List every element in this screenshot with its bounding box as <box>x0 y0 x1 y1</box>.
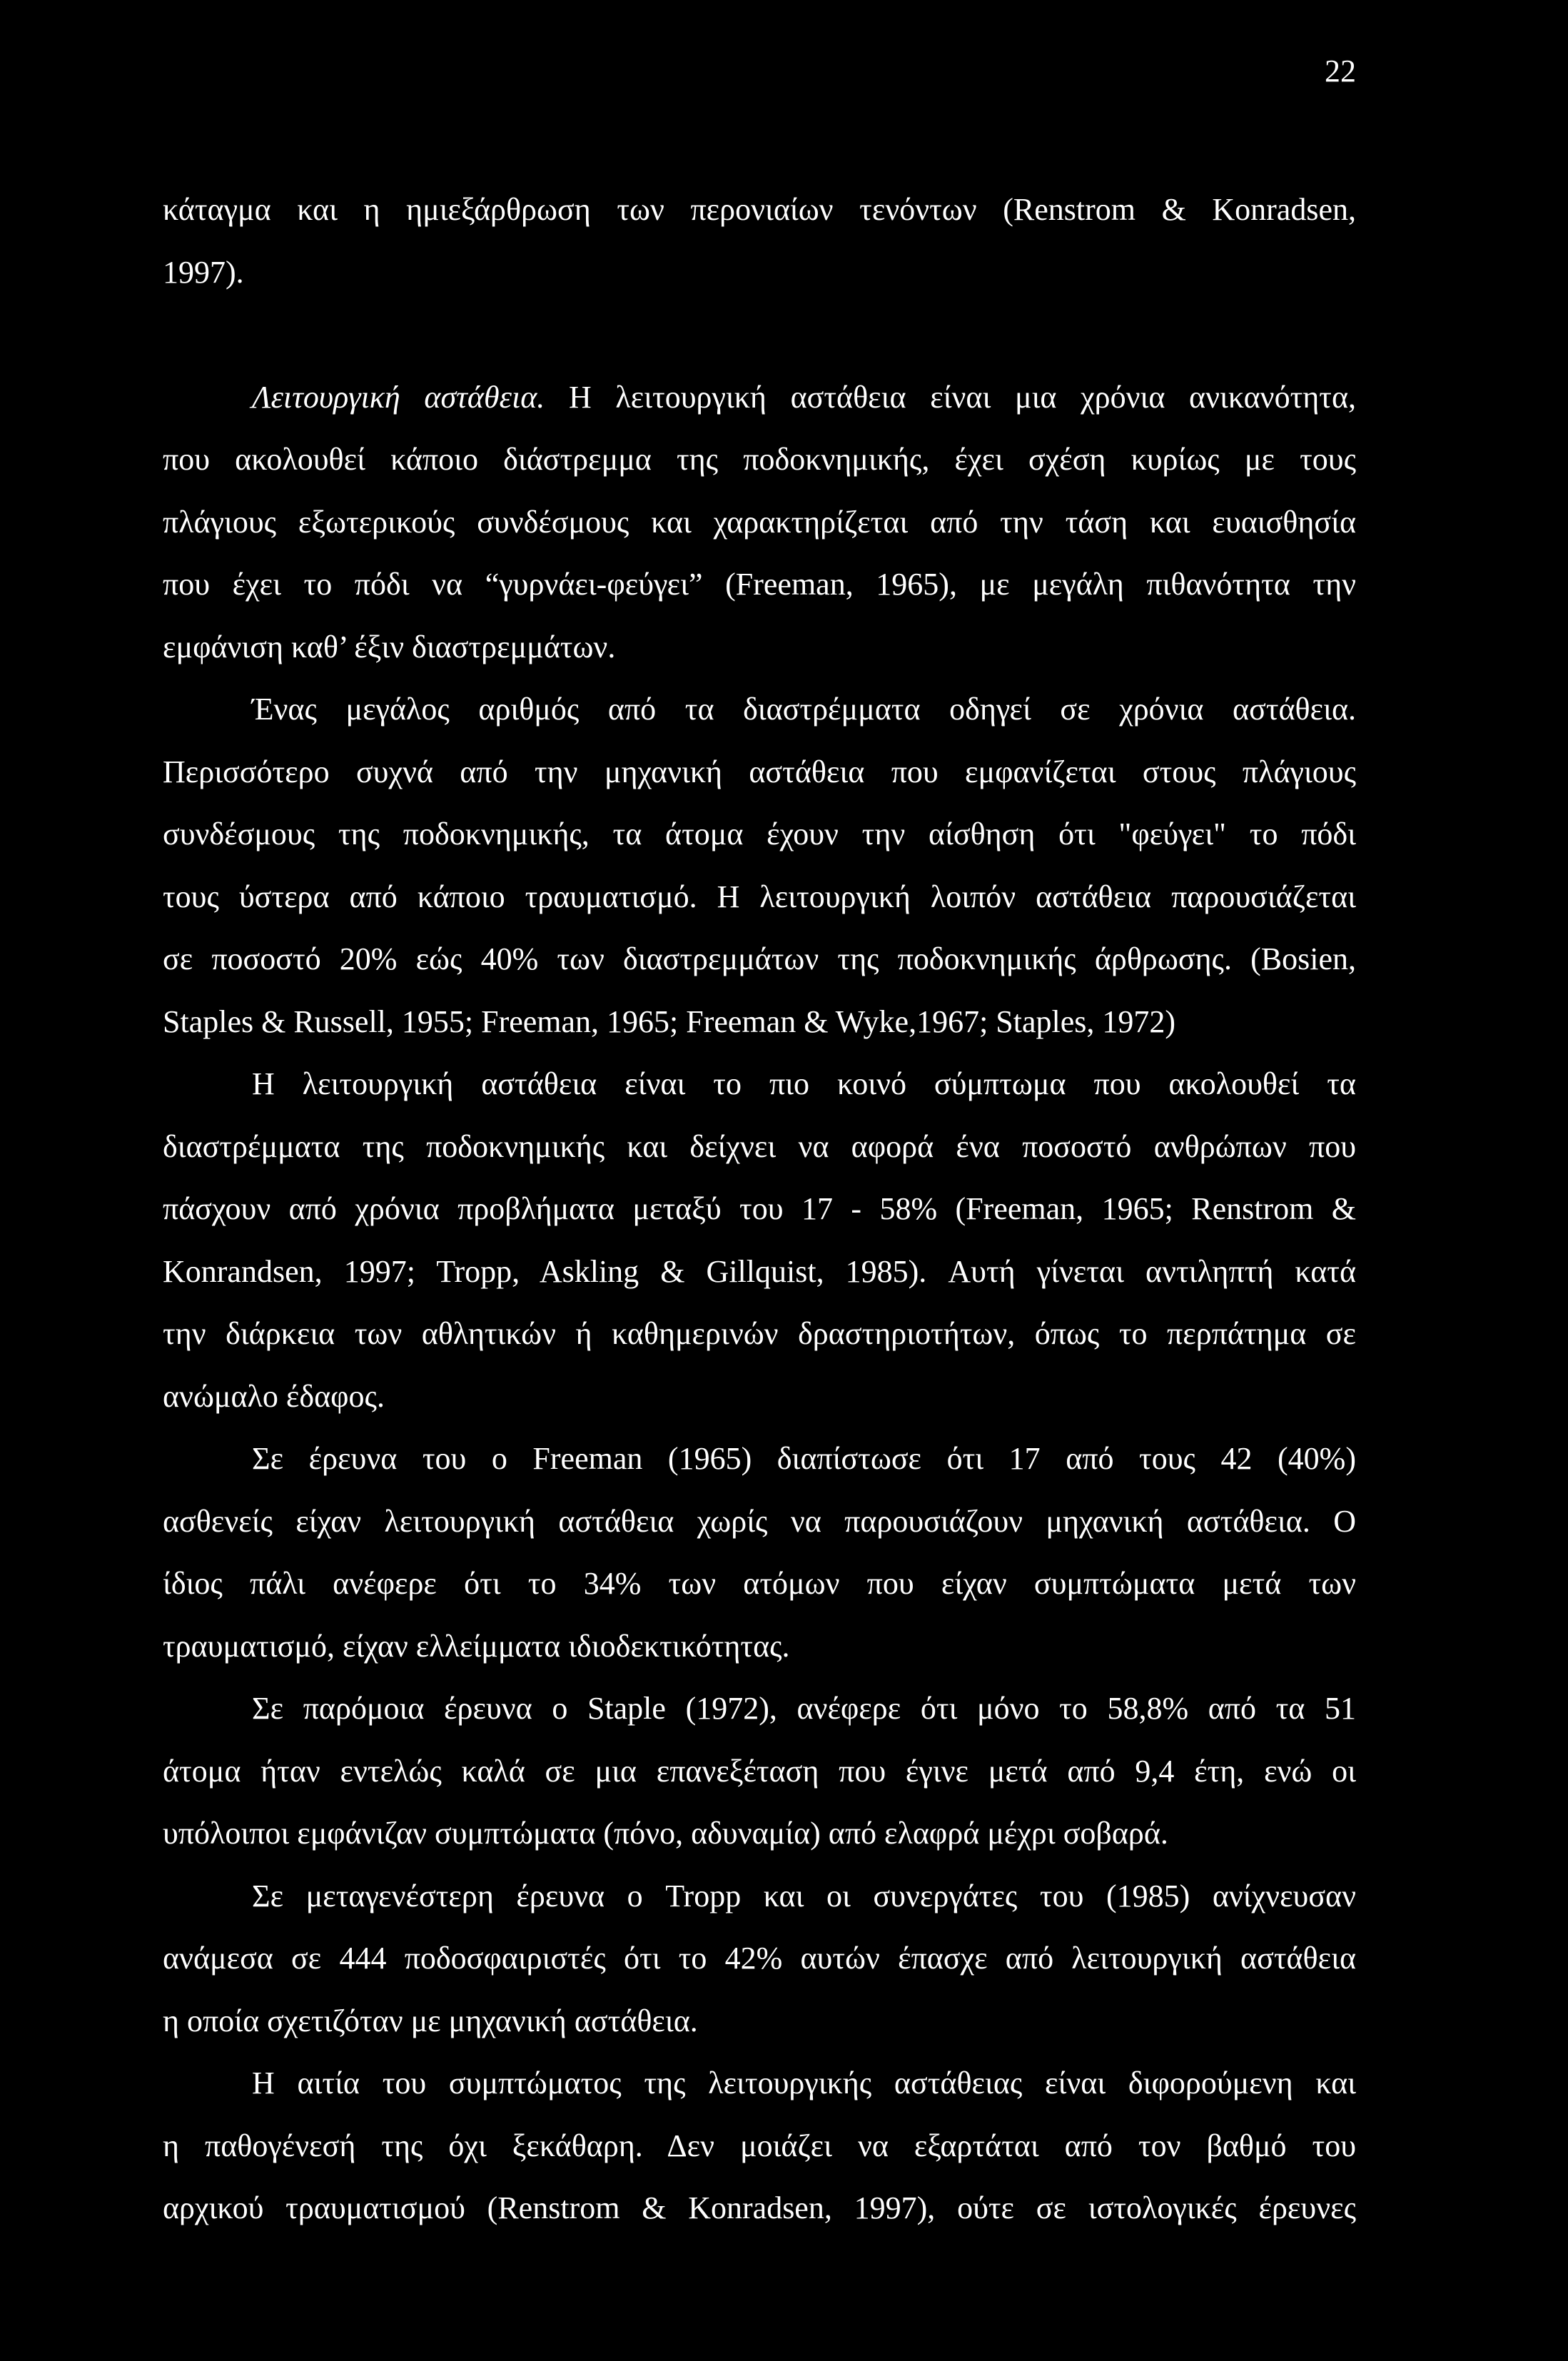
text-line: η παθογένεσή της όχι ξεκάθαρη. Δεν μοιάζει να εξαρτάται από τον βαθμό του <box>163 2128 1356 2163</box>
text-line: Konrandsen, 1997; Tropp, Askling & Gillquist, 1985). Αυτή γίνεται αντιληπτή κατά <box>163 1253 1356 1289</box>
text-line: Σε έρευνα του ο Freeman (1965) διαπίστωσε ότι 17 από τους 42 (40%) <box>252 1441 1356 1476</box>
text-line: σε ποσοστό 20% εώς 40% των διαστρεμμάτων της ποδοκνημικής άρθρωσης. (Bosien, <box>163 941 1356 976</box>
text-line: την διάρκεια των αθλητικών ή καθημερινών δραστηριοτήτων, όπως το περπάτημα σε <box>163 1316 1356 1351</box>
page-number: 22 <box>1325 54 1356 89</box>
text-line: τους ύστερα από κάποιο τραυματισμό. Η λειτουργική λοιπόν αστάθεια παρουσιάζεται <box>163 879 1356 914</box>
text-line: Περισσότερο συχνά από την μηχανική αστάθεια που εμφανίζεται στους πλάγιους <box>163 754 1356 789</box>
text-line: υπόλοιποι εμφάνιζαν συμπτώματα (πόνο, αδυναμία) από ελαφρά μέχρι σοβαρά. <box>163 1816 1168 1851</box>
text-line <box>163 366 1356 429</box>
text-line: τραυματισμό, είχαν ελλείμματα ιδιοδεκτικότητας. <box>163 1628 790 1664</box>
text-line: κάταγμα και η ημιεξάρθρωση των περονιαίων τενόντων (Renstrom & Konradsen, <box>163 192 1356 227</box>
text-line: 1997). <box>163 254 244 290</box>
text-fragment: Η λειτουργική αστάθεια είναι μια χρόνια ανικανότητα, <box>545 379 1356 415</box>
paragraph-spacer <box>163 303 1356 366</box>
text-line: η οποία σχετιζόταν με μηχανική αστάθεια. <box>163 2003 698 2038</box>
text-line: ασθενείς είχαν λειτουργική αστάθεια χωρίς να παρουσιάζουν μηχανική αστάθεια. Ο <box>163 1503 1356 1539</box>
text-line: άτομα ήταν εντελώς καλά σε μια επανεξέταση που έγινε μετά από 9,4 έτη, ενώ οι <box>163 1753 1356 1789</box>
text-line: πλάγιους εξωτερικούς συνδέσμους και χαρακτηρίζεται από την τάση και ευαισθησία <box>163 504 1356 540</box>
section-heading: Λειτουργική αστάθεια. <box>252 379 545 415</box>
text-line: Η λειτουργική αστάθεια είναι το πιο κοινό σύμπτωμα που ακολουθεί τα <box>252 1066 1356 1101</box>
text-line: πάσχουν από χρόνια προβλήματα μεταξύ του 17 - 58% (Freeman, 1965; Renstrom & <box>163 1191 1356 1226</box>
text-line: ανάμεσα σε 444 ποδοσφαιριστές ότι το 42% αυτών έπασχε από λειτουργική αστάθεια <box>163 1941 1356 1976</box>
body-text <box>163 178 1356 2240</box>
text-line: ίδιος πάλι ανέφερε ότι το 34% των ατόμων που είχαν συμπτώματα μετά των <box>163 1566 1356 1601</box>
text-line: που έχει το πόδι να “γυρνάει-φεύγει” (Freeman, 1965), με μεγάλη πιθανότητα την <box>163 567 1356 602</box>
text-line: Σε παρόμοια έρευνα ο Staple (1972), ανέφερε ότι μόνο το 58,8% από τα 51 <box>252 1691 1356 1726</box>
text-line: ανώμαλο έδαφος. <box>163 1378 385 1414</box>
text-line: διαστρέμματα της ποδοκνημικής και δείχνει να αφορά ένα ποσοστό ανθρώπων που <box>163 1128 1356 1164</box>
text-line: Η αιτία του συμπτώματος της λειτουργικής αστάθειας είναι διφορούμενη και <box>252 2066 1356 2100</box>
text-line: αρχικού τραυματισμού (Renstrom & Konradsen, 1997), ούτε σε ιστολογικές έρευνες <box>163 2190 1356 2225</box>
text-line: Σε μεταγενέστερη έρευνα ο Tropp και οι συνεργάτες του (1985) ανίχνευσαν <box>252 1878 1356 1913</box>
text-line: που ακολουθεί κάποιο διάστρεμμα της ποδοκνημικής, έχει σχέση κυρίως με τους <box>163 442 1356 477</box>
text-line: Staples & Russell, 1955; Freeman, 1965; Freeman & Wyke,1967; Staples, 1972) <box>163 1003 1176 1039</box>
text-line: Ένας μεγάλος αριθμός από τα διαστρέμματα οδηγεί σε χρόνια αστάθεια. <box>252 692 1356 727</box>
text-line: συνδέσμους της ποδοκνημικής, τα άτομα έχουν την αίσθηση ότι "φεύγει" το πόδι <box>163 817 1356 851</box>
text-line: εμφάνιση καθ’ έξιν διαστρεμμάτων. <box>163 629 616 664</box>
